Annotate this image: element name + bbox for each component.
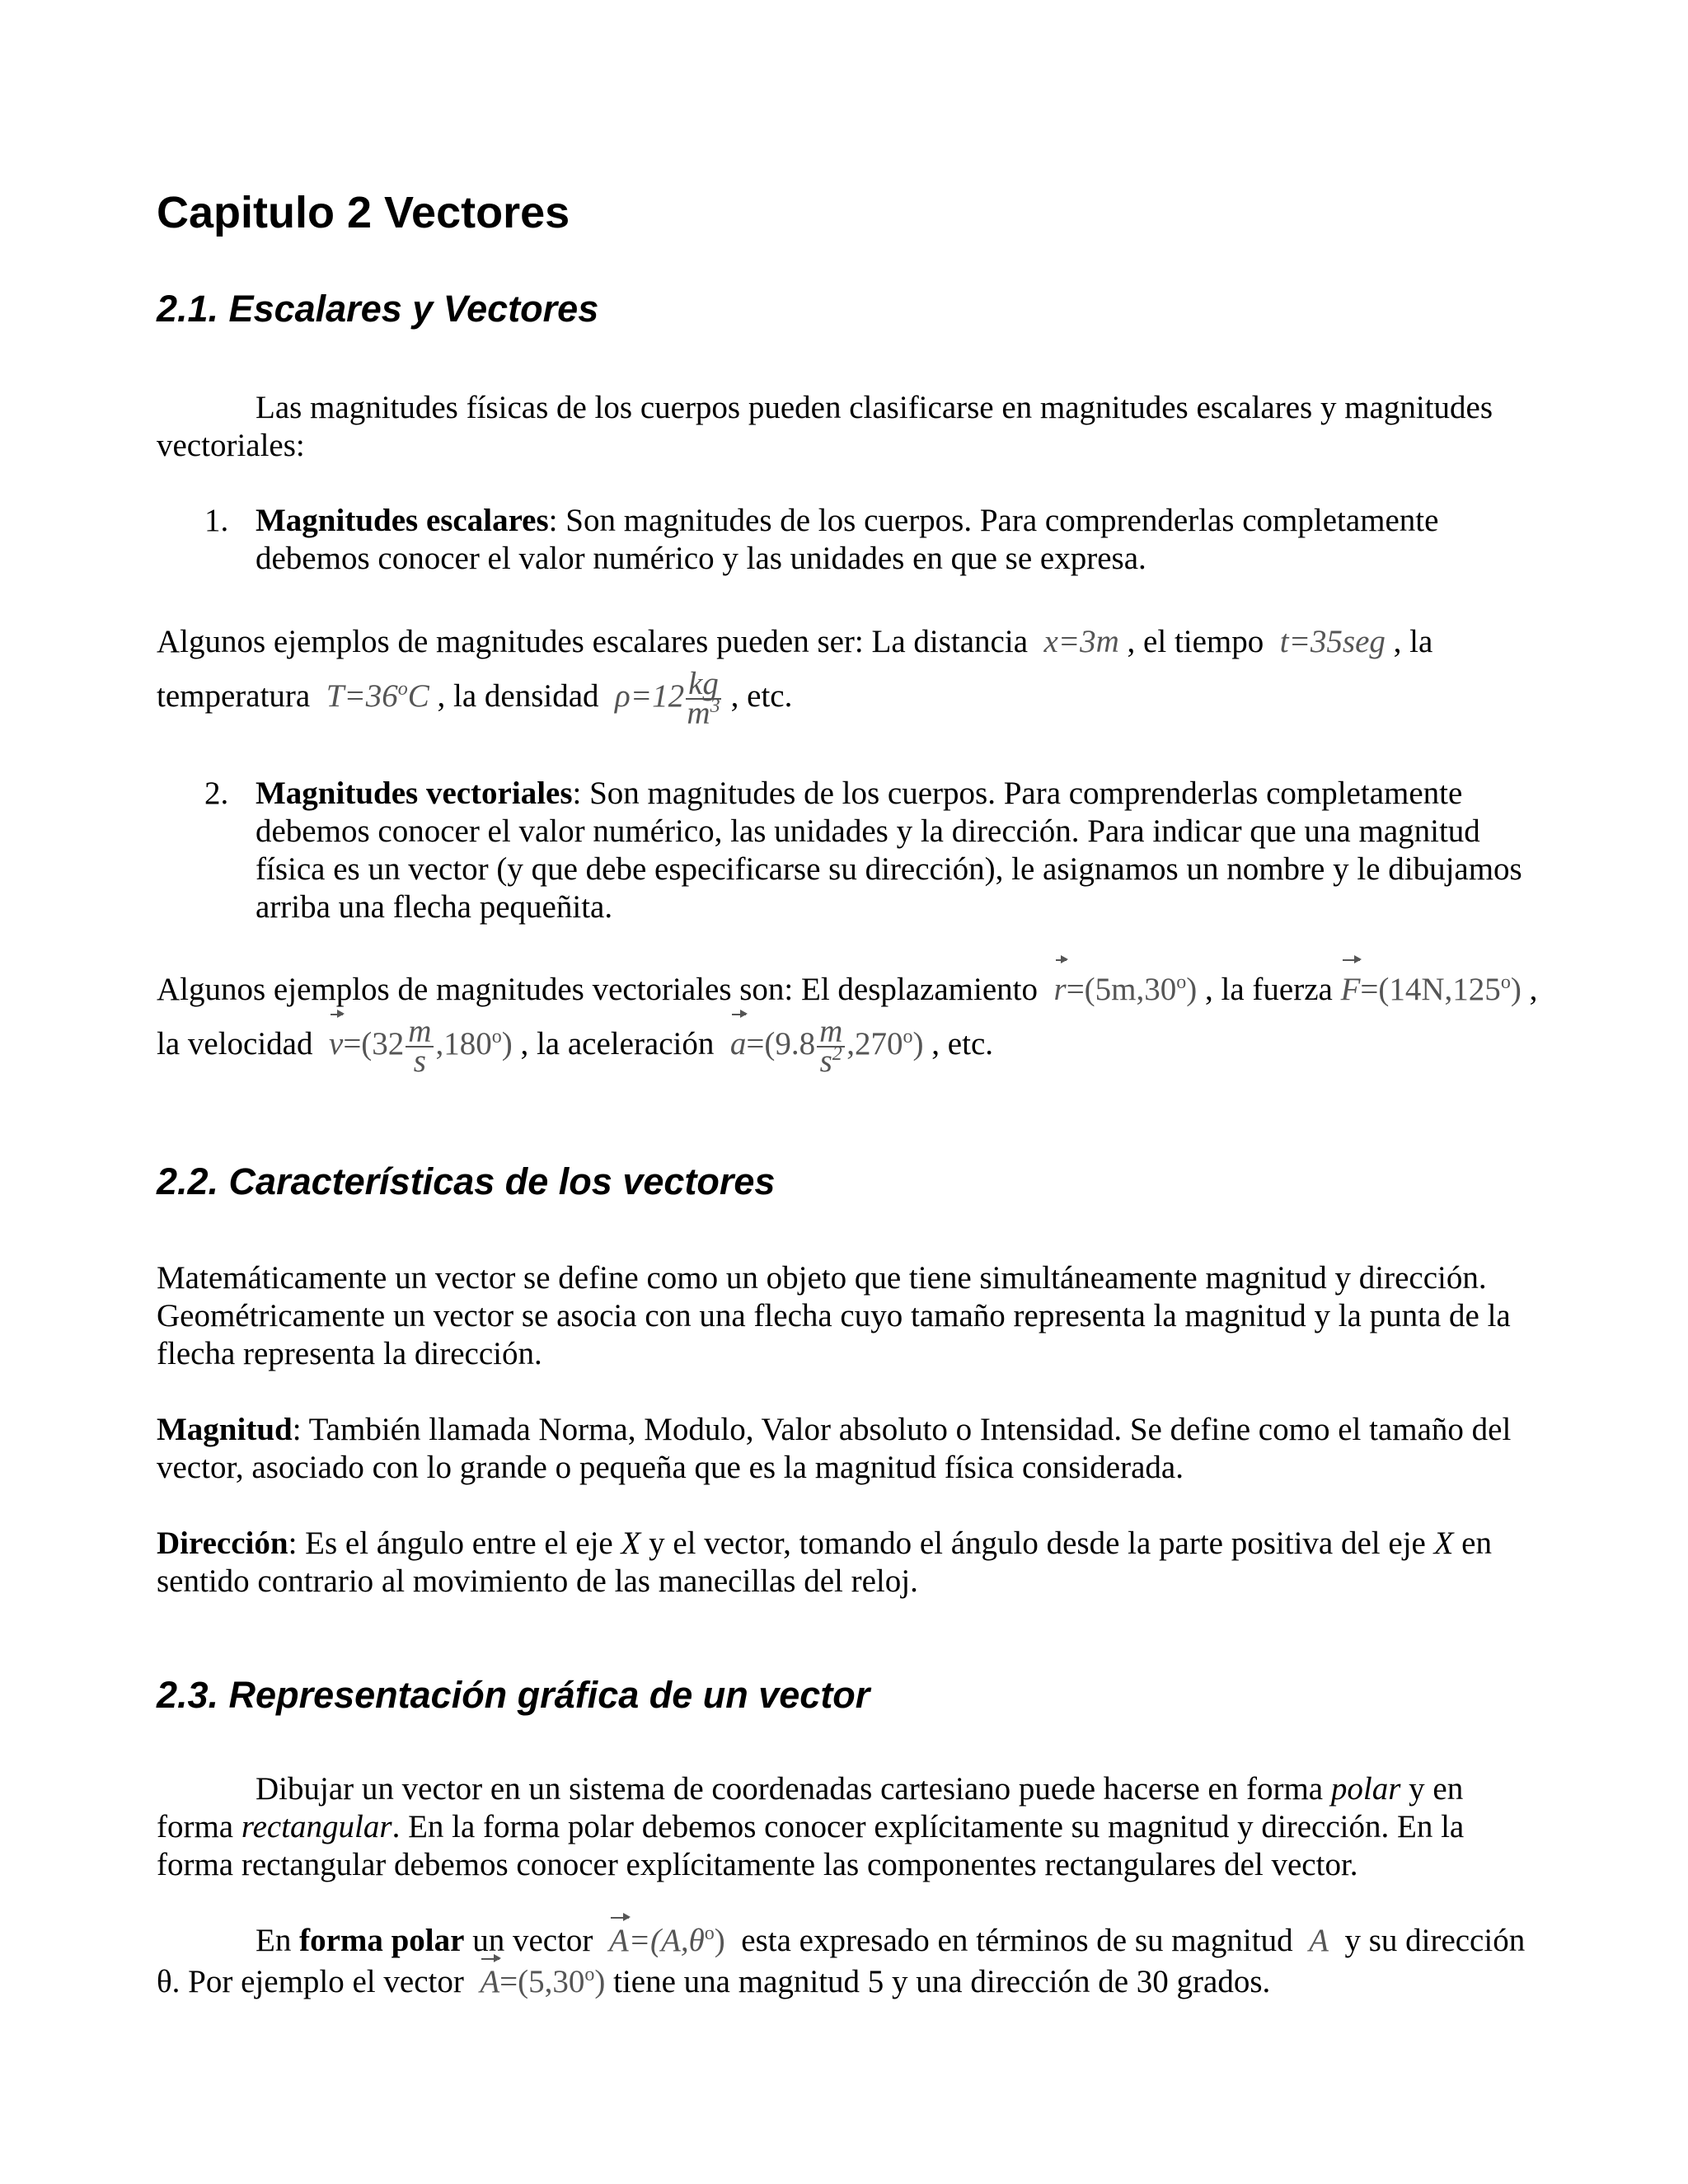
math-displacement: $r=(5m,30^o)$ — [1054, 972, 1198, 1007]
magnitude-term: Magnitud — [157, 1412, 293, 1447]
scalar-examples: Algunos ejemplos de magnitudes escalares pueden ser: La distancia x=3m , el tiempo t=35seg , la temperatura $T=36^oC$ , la densidad ρ=12 $\frac{kg}{m^3}$ , etc. — [157, 624, 1433, 732]
math-distance: x=3m — [1043, 624, 1119, 659]
section-2-2-p1: Matemáticamente un vector se define como un objeto que tiene simultáneamente magnitud y dirección. Geométricamente un vector se asocia con una flecha cuyo tamaño representa la magnitud y la punta de la flecha representa la dirección. — [157, 1260, 1511, 1371]
vector-arrow-icon: A — [480, 1961, 499, 2003]
direction-term: Dirección — [157, 1526, 288, 1561]
math-example-vector: $A=(5,30^o)$ — [480, 1964, 605, 1999]
math-magnitude-A: A — [1309, 1923, 1329, 1958]
vector-term: Magnitudes vectoriales — [256, 776, 573, 811]
math-force: $F=(14N,125^o)$ — [1341, 972, 1522, 1007]
list-number-1: 1. — [204, 503, 229, 538]
math-polar-vector: $A=(A,\theta^o)$ — [609, 1923, 725, 1958]
polar-form-term: forma polar — [299, 1923, 465, 1958]
section-2-1-title: 2.1. Escalares y Vectores — [157, 288, 599, 330]
list-number-2: 2. — [204, 776, 229, 811]
section-2-2-title: 2.2. Características de los vectores — [157, 1160, 776, 1202]
vector-arrow-icon: v — [329, 1017, 343, 1071]
section-2-1-intro: Las magnitudes físicas de los cuerpos pueden clasificarse en magnitudes escalares y magnitudes vectoriales: — [157, 390, 1493, 463]
math-acceleration: a=(9.8 $\frac{m}{s^2}$ ,270$^o$) — [729, 1014, 924, 1080]
section-2-3-title: 2.3. Representación gráfica de un vector — [157, 1674, 870, 1716]
vector-arrow-icon: F — [1341, 963, 1361, 1017]
math-velocity: v=(32 $\frac{m}{s}$ ,180$^o$) — [329, 1014, 513, 1080]
scalar-term: Magnitudes escalares — [256, 503, 549, 538]
vector-examples: Algunos ejemplos de magnitudes vectoriales son: El desplazamiento $r=(5m,30^o)$ , la fuerza $F=(14N,125^o)$ , la velocidad v=(32 $\frac{m}{s}$ ,180$^o$) , la aceleración a=(9.8 $\frac{m}{s^2}$ ,270$^o$) , etc. — [157, 963, 1541, 1076]
math-density: ρ=12 $\frac{kg}{m^3}$ — [615, 666, 720, 732]
section-2-3-p1: Dibujar un vector en un sistema de coordenadas cartesiano puede hacerse en forma polar y en forma rectangular. En la forma polar debemos conocer explícitamente su magnitud y dirección. En la forma rectangular debemos conocer explícitamente las componentes rectangulares del vector. — [157, 1771, 1465, 1882]
direction-definition: Dirección: Es el ángulo entre el eje X y el vector, tomando el ángulo desde la parte positiva del eje X en sentido contrario al movimiento de las manecillas del reloj. — [157, 1526, 1492, 1599]
magnitude-definition: Magnitud: También llamada Norma, Modulo, Valor absoluto o Intensidad. Se define como el tamaño del vector, asociado con lo grande o pequeña que es la magnitud física considerada. — [157, 1412, 1512, 1485]
section-2-3-p2: En forma polar un vector $A=(A,\theta^o)$ esta expresado en términos de su magnitud A y su dirección θ. Por ejemplo el vector $A=(5,30^o)$ tiene una magnitud 5 y una dirección de 30 grados. — [157, 1920, 1541, 2003]
list-item-scalar: Magnitudes escalares: Son magnitudes de los cuerpos. Para comprenderlas completamente debemos conocer el valor numérico y las unidades en que se expresa. — [256, 503, 1439, 576]
vector-arrow-icon: a — [730, 1017, 747, 1071]
chapter-title: Capitulo 2 Vectores — [157, 188, 570, 237]
vector-arrow-icon: A — [609, 1920, 629, 1961]
math-temperature: $T=36^oC$ — [326, 678, 429, 714]
vector-arrow-icon: r — [1054, 963, 1067, 1017]
math-time: t=35seg — [1279, 624, 1386, 659]
list-item-vector: Magnitudes vectoriales: Son magnitudes de los cuerpos. Para comprenderlas completamente debemos conocer el valor numérico, las unidades y la dirección. Para indicar que una magnitud física es un vector (y que debe especificarse su dirección), le asignamos un nombre y le dibujamos arriba una flecha pequeñita. — [256, 776, 1522, 925]
